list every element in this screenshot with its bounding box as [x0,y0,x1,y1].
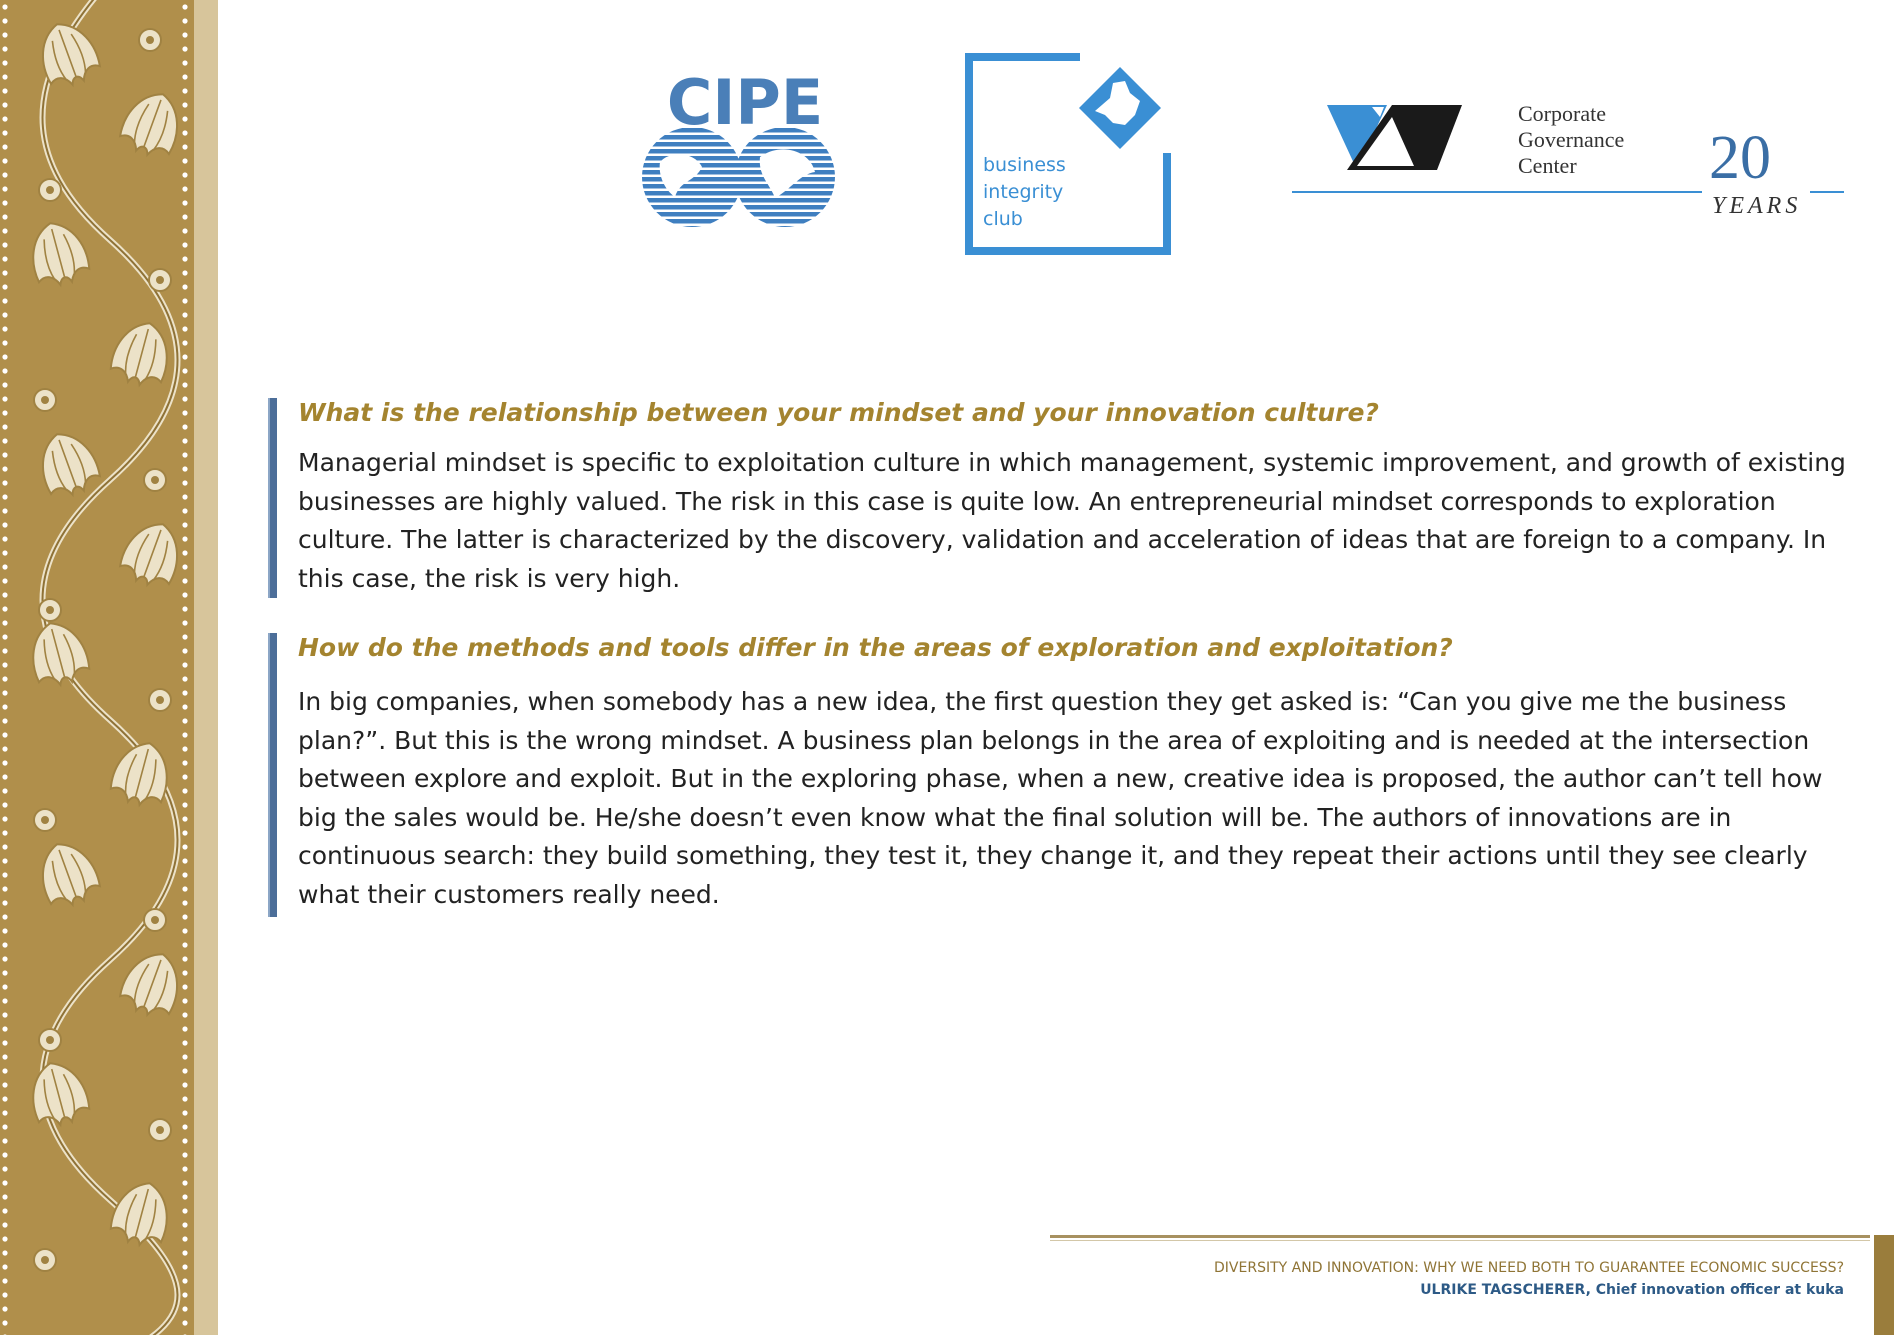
cgc-line-corporate: Corporate [1518,101,1606,126]
svg-text:CIPE: CIPE [666,72,824,139]
cgc-anniversary-number: 20 [1709,124,1771,192]
bic-word-club: club [983,208,1023,230]
footer-author-role: Chief innovation officer at kuka [1595,1282,1844,1298]
footer-rule [1050,1235,1870,1238]
answer-paragraph: Managerial mindset is specific to exploitation culture in which management, systemic improvement, and growth of existing businesses are highly valued. The risk in this case is quite low. An entrepreneurial mindset corresponds to exploration culture. The latter is characterized by the discovery, validation and acceleration of ideas that are foreign to a company. In this case, the risk is very high. [298,448,1846,593]
section-accent-bar [268,398,277,598]
footer-author-line [1420,1282,1844,1298]
cgc-anniversary-word: YEARS [1712,193,1802,219]
footer-corner-block [1874,1235,1894,1335]
bic-word-integrity: integrity [983,181,1064,203]
footer-author-name: ULRIKE TAGSCHERER, [1420,1282,1591,1298]
qa-section-1 [268,398,1848,598]
cipe-logo [640,72,850,232]
section-accent-bar [268,633,277,917]
business-integrity-club-logo [965,53,1171,255]
qa-section-2 [268,633,1848,917]
question-heading: How do the methods and tools differ in the areas of exploration and exploitation? [298,633,1453,662]
cgc-line-center: Center [1518,153,1577,178]
footer-document-title: DIVERSITY AND INNOVATION: WHY WE NEED BOTH TO GUARANTEE ECONOMIC SUCCESS? [1214,1260,1844,1276]
bic-word-business: business [983,154,1066,176]
answer-paragraph: In big companies, when somebody has a new idea, the first question they get asked is: “Can you give me the business plan?”. But this is the wrong mindset. A business plan belongs in the area of exploiting and is needed at the intersection between explore and exploit. But in the exploring phase, when a new, creative idea is proposed, the author can’t tell how big the sales would be. He/she doesn’t even know what the final solution will be. The authors of innovations are in continuous search: they build something, they test it, they change it, and they repeat their actions until they see clearly what their customers really need. [298,687,1823,909]
question-heading: What is the relationship between your mindset and your innovation culture? [298,398,1379,427]
ornamental-border [0,0,218,1335]
cgc-line-governance: Governance [1518,127,1625,152]
corporate-governance-center-logo [1292,95,1844,230]
footer-rule-thin [1050,1240,1870,1241]
